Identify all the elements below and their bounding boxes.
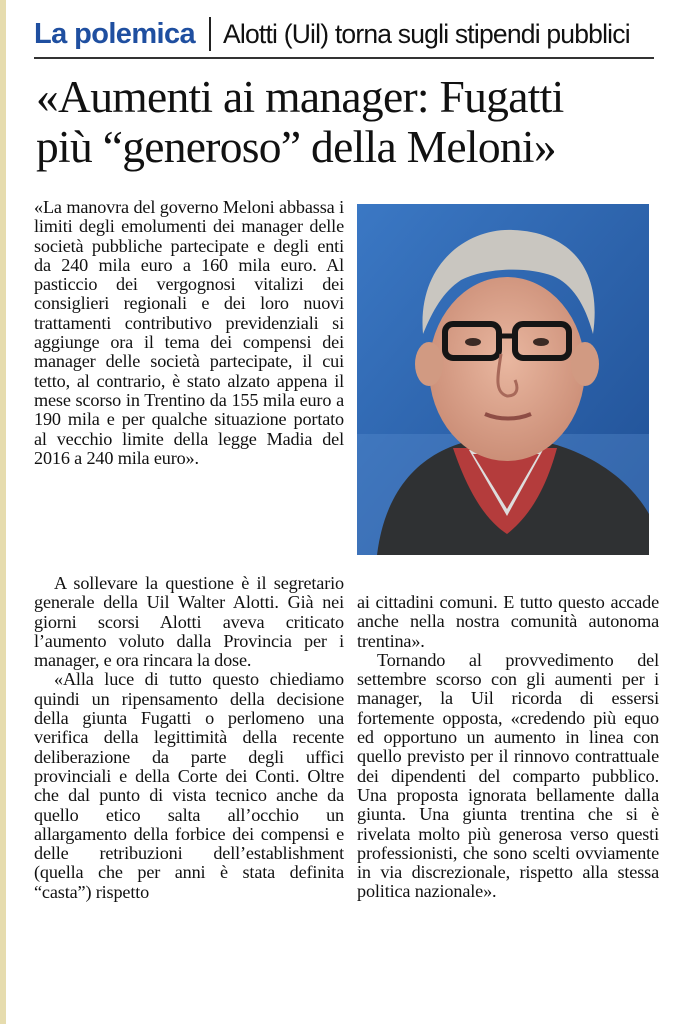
article-headline (36, 72, 666, 172)
headline-line-2: più “generoso” della Meloni» (36, 121, 556, 172)
headline-line-1: «Aumenti ai manager: Fugatti (36, 71, 564, 122)
header-rule (34, 57, 654, 59)
article-column-2 (357, 593, 659, 902)
section-subhead: Alotti (Uil) torna sugli stipendi pubblici (223, 18, 630, 49)
article-column-1-bottom (34, 574, 344, 902)
article-column-1-top (34, 198, 344, 468)
article-paragraph-quote: «La manovra del governo Meloni abbassa i limiti degli emolumenti dei manager delle società pubbliche partecipate e degli enti da 240 mila euro a 160 mila euro. Al pasticcio dei vergognosi vitalizi dei consiglieri regionali e dei loro nuovi trattamenti contributivo previdenziali si aggiunge ora il tema dei compensi dei manager delle società partecipate, il cui tetto, al contrario, è stato alzato appena il mese scorso in Trentino da 155 mila euro a 190 mila e per qualche situazione portato al vecchio limite della legge Madia del 2016 a 240 mila euro». (34, 197, 344, 468)
header-divider (209, 17, 211, 51)
page-margin-rule (0, 0, 6, 1024)
section-header (34, 14, 654, 54)
section-kicker: La polemica (34, 17, 196, 50)
article-paragraph-3: «Alla luce di tutto questo chiediamo quindi un ripensamento della decisione della giunta Fugatti o perlomeno una verifica della legittimità della recente deliberazione da parte degli uffici provinciali e della Corte dei Conti. Oltre che dal punto di vista tecnico anche da quello etico salta all’occhio un allargamento della forbice dei compensi e delle retribuzioni dell’establishment (quella che per anni è stata definita “casta”) rispetto (34, 669, 344, 902)
article-paragraph-4: Tornando al provvedimento del settembre scorso con gli aumenti per i manager, la Uil ricorda di essersi fortemente opposta, «credendo più equo ed opportuno un aumento in linea con quello previsto per il rinnovo contrattuale dei dipendenti del comparto pubblico. Una proposta ignorata bellamente dalla giunta. Una giunta trentina che si è rivelata molto più generosa verso questi professionisti, che sono scelti ovviamente in via discrezionale, rispetto alla stessa politica nazionale». (357, 649, 659, 902)
article-paragraph-2: A sollevare la questione è il segretario generale della Uil Walter Alotti. Già nei giorni scorsi Alotti aveva criticato l’aumento voluto dalla Provincia per i manager, e ora rincara la dose. (34, 573, 344, 671)
portrait-photo (357, 204, 649, 555)
article-paragraph-3-continued: ai cittadini comuni. E tutto questo accade anche nella nostra comunità autonoma trentina». (357, 592, 659, 651)
